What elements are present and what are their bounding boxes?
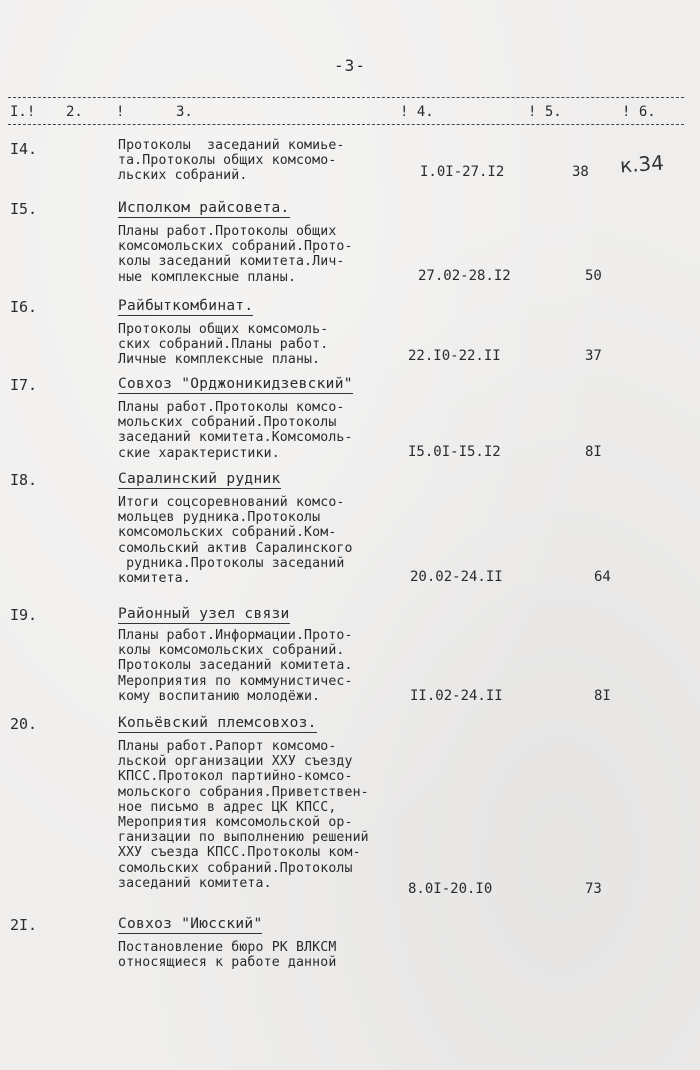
entry-sheets: 8I [594,688,611,704]
entry-sheets: 64 [594,569,611,585]
entry-dates: I.0I-27.I2 [420,164,505,180]
entry-description: Протоколы заседаний комиье- та.Протоколы общих комсомо- льских собраний. [118,138,345,184]
entry-number: 2I. [10,916,38,934]
table-top-rule [8,97,684,98]
entry-sheets: 37 [585,348,602,364]
entry-title: Копьёвский племсовхоз. [118,715,317,731]
entry-description: Постановление бюро РК ВЛКСМ относящиеся к работе данной [118,940,337,971]
col-6-header: ! 6. [622,104,656,120]
entry-description: Планы работ.Протоколы комсо- мольских собраний.Протоколы заседаний комитета.Комсомоль- ские характеристики. [118,400,353,461]
table-header-rule [8,124,684,125]
entry-title: Районный узел связи [118,606,290,622]
entry-sheets: 38 [572,164,589,180]
entry-number: I4. [10,140,38,158]
entry-title: Исполком райсовета. [118,200,290,216]
entry-dates: II.02-24.II [410,688,503,704]
handwritten-annotation: к.34 [619,150,665,178]
col-separator: ! [116,104,125,120]
entry-sheets: 8I [585,444,602,460]
entry-dates: I5.0I-I5.I2 [408,444,501,460]
entry-description: Протоколы общих комсомоль- ских собраний.Планы работ. Личные комплексные планы. [118,322,329,368]
entry-dates: 22.I0-22.II [408,348,501,364]
page-number: -3- [334,56,366,75]
entry-number: I6. [10,298,38,316]
entry-number: I9. [10,606,38,624]
entry-description: Планы работ.Рапорт комсомо- льской организации ХХУ съезду КПСС.Протокол партийно-комсо- мольского собрания.Приветствен- ное письмо в адрес ЦК КПСС, Мероприятия комсомольской ор- ганизации по выполнению решений ХХУ съезда КПСС.Протоколы ком- сомольских собраний.Протоколы заседаний комитета. [118,739,369,891]
entry-sheets: 50 [585,268,602,284]
entry-description: Планы работ.Протоколы общих комсомольских собраний.Прото- колы заседаний комитета.Лич- ные комплексные планы. [118,224,353,285]
col-4-header: ! 4. [400,104,434,120]
col-1-header: I.! [10,104,36,120]
entry-dates: 20.02-24.II [410,569,503,585]
entry-dates: 8.0I-20.I0 [408,881,493,897]
entry-title: Совхоз "Июсский" [118,916,263,932]
entry-number: I5. [10,200,38,218]
col-3-header: 3. [176,104,193,120]
entry-number: I7. [10,376,38,394]
entry-description: Итоги соцсоревнований комсо- мольцев рудника.Протоколы комсомольских собраний.Ком- сомольский актив Саралинского рудника.Протоколы заседаний комитета. [118,495,353,587]
col-5-header: ! 5. [528,104,562,120]
col-2-header: 2. [66,104,83,120]
entry-title: Саралинский рудник [118,471,281,487]
entry-sheets: 73 [585,881,602,897]
entry-title: Совхоз "Орджоникидзевский" [118,376,353,392]
entry-number: I8. [10,471,38,489]
entry-dates: 27.02-28.I2 [418,268,511,284]
entry-title: Райбыткомбинат. [118,298,254,314]
entry-description: Планы работ.Информации.Прото- колы комсомольских собраний. Протоколы заседаний комитета. Мероприятия по коммунистичес- кому воспитанию молодёжи. [118,628,353,704]
entry-number: 20. [10,715,38,733]
